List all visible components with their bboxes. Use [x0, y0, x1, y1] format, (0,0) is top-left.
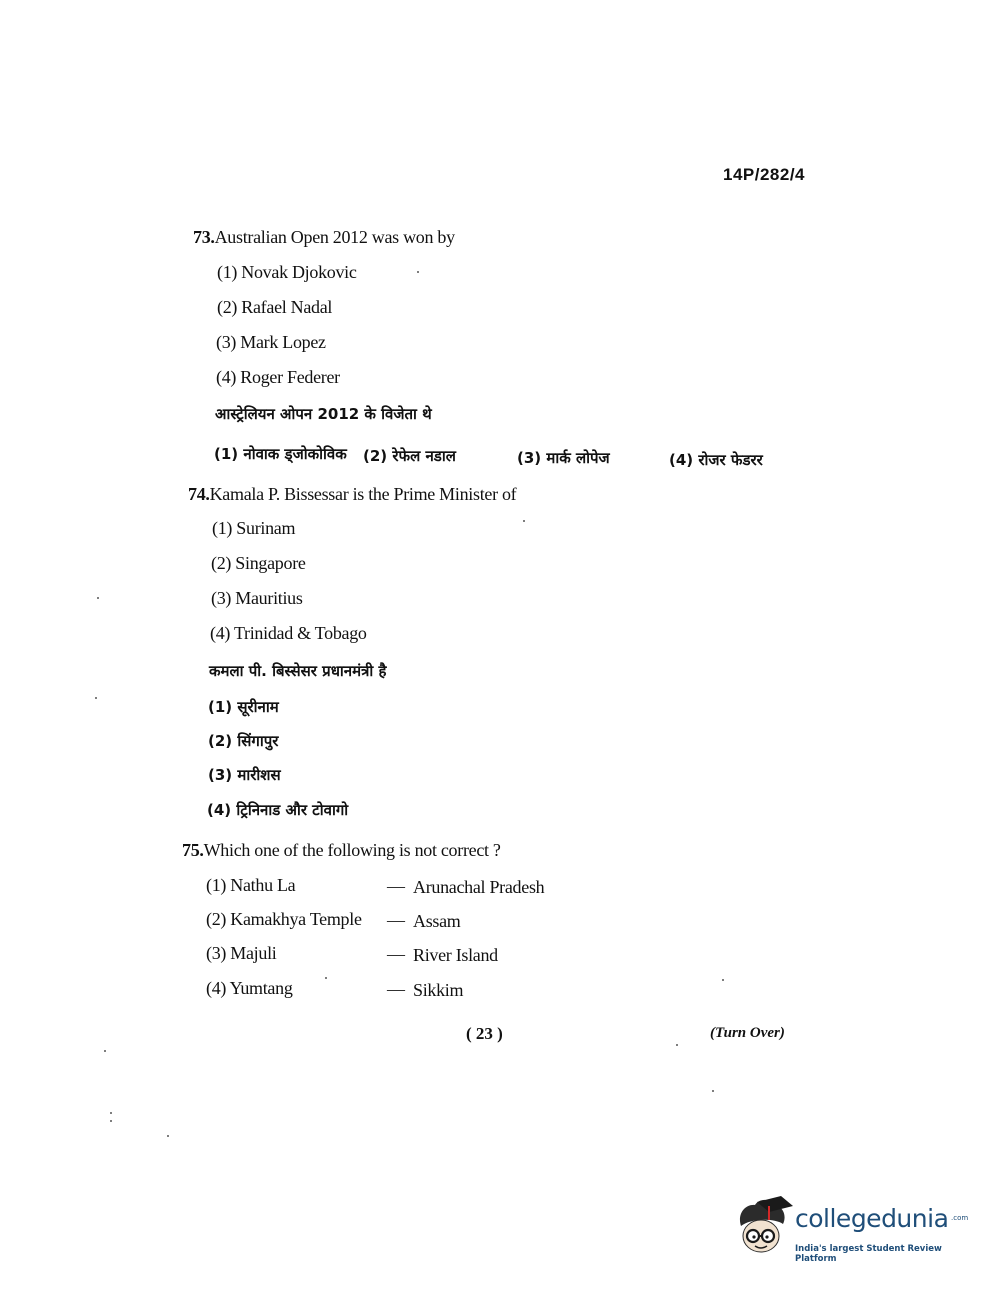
paper-code: 14P/282/4 [723, 165, 806, 184]
page-number: ( 23 ) [466, 1024, 503, 1043]
scan-speck [110, 1120, 112, 1122]
scan-speck [104, 1050, 106, 1052]
q73-hindi-text: आस्ट्रेलियन ओपन 2012 के विजेता थे [215, 405, 432, 423]
q74-hindi-option-3: (3) मारीशस [208, 766, 281, 784]
question-number: 73. [193, 227, 215, 247]
q73-hindi-option-3: (3) मार्क लोपेज [517, 449, 610, 467]
q73-option-4: (4) Roger Federer [216, 367, 340, 387]
q75-pair-4-dash: — [387, 979, 405, 999]
collegedunia-logo [735, 1196, 969, 1266]
mascot-icon [735, 1196, 793, 1262]
q73-hindi-option-4: (4) रोजर फेडरर [669, 451, 763, 469]
scan-speck [676, 1044, 678, 1046]
turn-over-note: (Turn Over) [710, 1025, 785, 1041]
question-74 [188, 484, 516, 505]
scan-speck [712, 1090, 714, 1092]
q75-pair-3-left: (3) Majuli [206, 943, 277, 963]
q74-option-2: (2) Singapore [211, 553, 306, 573]
q75-pair-3-dash: — [387, 944, 405, 964]
q73-option-3: (3) Mark Lopez [216, 332, 326, 352]
scan-speck [325, 977, 327, 979]
q73-option-1: (1) Novak Djokovic [217, 262, 357, 282]
question-number: 74. [188, 484, 210, 504]
scan-speck [97, 597, 99, 599]
logo-tagline: India's largest Student Review Platform [795, 1244, 942, 1264]
q75-pair-1-dash: — [387, 876, 405, 896]
question-text: Kamala P. Bissessar is the Prime Minister of [209, 484, 517, 504]
q74-hindi-text: कमला पी. बिस्सेसर प्रधानमंत्री है [209, 662, 387, 680]
q75-pair-3-right: River Island [413, 945, 498, 965]
question-text: Which one of the following is not correct ? [203, 840, 501, 860]
scan-speck [110, 1112, 112, 1114]
q74-option-4: (4) Trinidad & Tobago [210, 623, 367, 643]
q74-hindi-option-4: (4) ट्रिनिनाड और टोवागो [207, 801, 349, 819]
q75-pair-2-right: Assam [413, 911, 461, 931]
q73-hindi-option-1: (1) नोवाक ड्जोकोविक [214, 445, 347, 463]
scan-speck [523, 520, 525, 522]
question-text: Australian Open 2012 was won by [214, 227, 455, 247]
q74-option-3: (3) Mauritius [211, 588, 303, 608]
scan-speck [722, 979, 724, 981]
question-75 [182, 840, 501, 861]
q75-pair-2-dash: — [387, 910, 405, 930]
q73-hindi-option-2: (2) रेफेल नडाल [363, 447, 456, 465]
q74-hindi-option-2: (2) सिंगापुर [208, 732, 279, 750]
q74-hindi-option-1: (1) सूरीनाम [208, 698, 279, 716]
q75-pair-1-right: Arunachal Pradesh [413, 877, 545, 897]
question-number: 75. [182, 840, 204, 860]
q75-pair-1-left: (1) Nathu La [206, 875, 296, 895]
q74-option-1: (1) Surinam [212, 518, 296, 538]
question-73 [193, 227, 455, 248]
scan-speck [417, 271, 419, 273]
q75-pair-4-left: (4) Yumtang [206, 978, 293, 998]
q75-pair-2-left: (2) Kamakhya Temple [206, 909, 362, 929]
logo-wordmark: collegedunia [795, 1204, 949, 1233]
logo-domain-suffix: .com [951, 1214, 969, 1222]
scan-speck [167, 1135, 169, 1137]
q73-option-2: (2) Rafael Nadal [217, 297, 333, 317]
q75-pair-4-right: Sikkim [413, 980, 464, 1000]
scan-speck [95, 697, 97, 699]
